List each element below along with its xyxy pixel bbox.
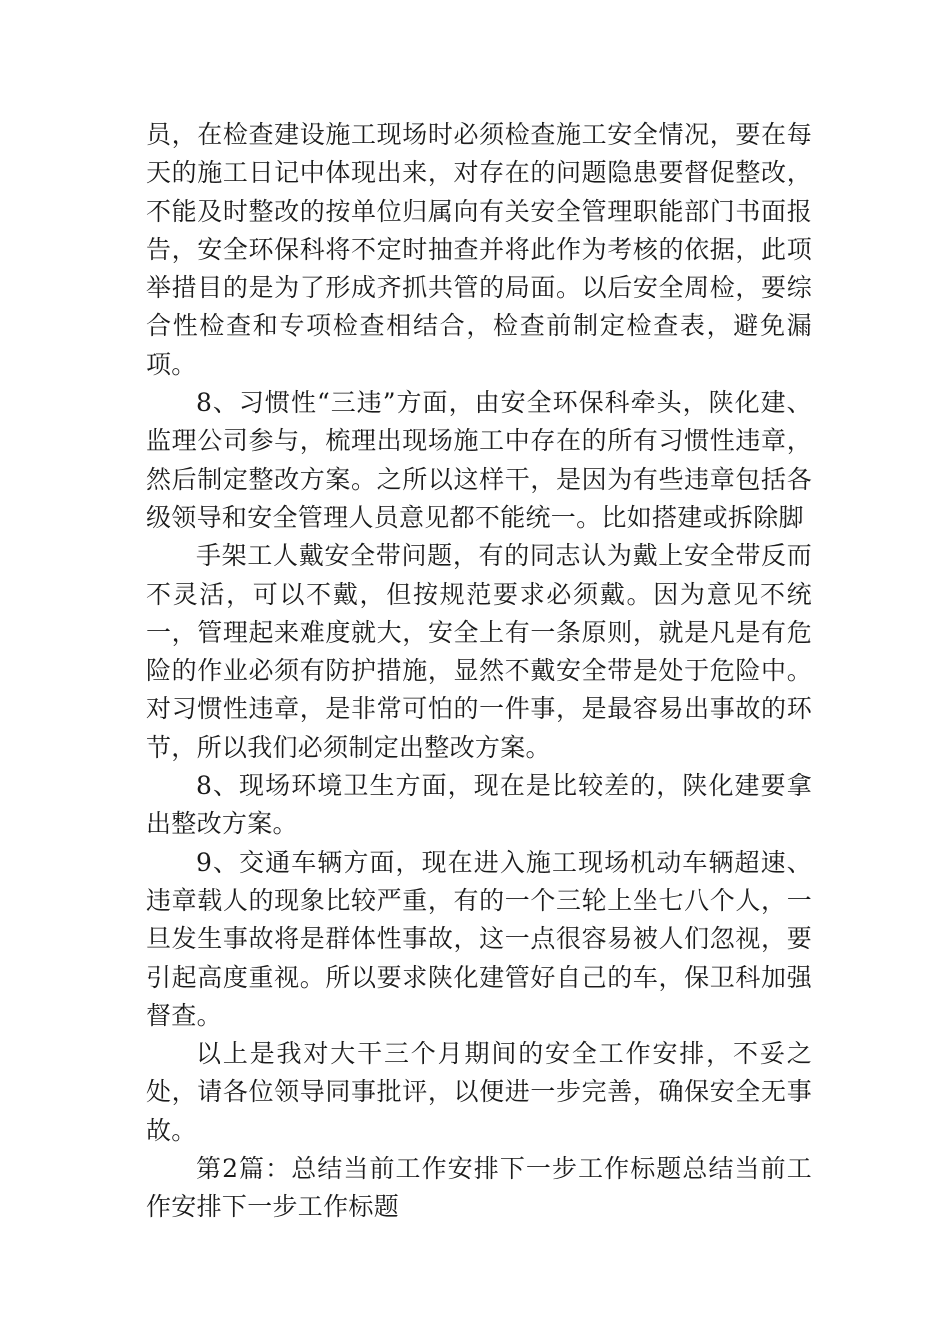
paragraph-item-8-sanitation: 8、现场环境卫生方面，现在是比较差的，陕化建要拿出整改方案。 bbox=[146, 771, 812, 839]
paragraph-safety-belt: 手架工人戴安全带问题，有的同志认为戴上安全带反而不灵活，可以不戴，但按规范要求必须戴。因为意见不统一，管理起来难度就大，安全上有一条原则，就是凡是有危险的作业必须有防护措施，显然不戴安全带是处于危险中。对习惯性违章，是非常可怕的一件事，是最容易出事故的环节，所以我们必须制定出整改方案。 bbox=[146, 541, 812, 762]
paragraph-continuation: 员，在检查建设施工现场时必须检查施工安全情况，要在每天的施工日记中体现出来，对存在的问题隐患要督促整改，不能及时整改的按单位归属向有关安全管理职能部门书面报告，安全环保科将不定时抽查并将此作为考核的依据，此项举措目的是为了形成齐抓共管的局面。以后安全周检，要综合性检查和专项检查相结合，检查前制定检查表，避免漏项。 bbox=[146, 120, 812, 379]
document-page bbox=[146, 116, 812, 1227]
paragraph-closing: 以上是我对大干三个月期间的安全工作安排，不妥之处，请各位领导同事批评，以便进一步完善，确保安全无事故。 bbox=[146, 1039, 812, 1145]
paragraph-item-8-habitual-violations: 8、习惯性“三违”方面，由安全环保科牵头，陕化建、监理公司参与，梳理出现场施工中存在的所有习惯性违章，然后制定整改方案。之所以这样干，是因为有些违章包括各级领导和安全管理人员意见都不能统一。比如搭建或拆除脚 bbox=[146, 388, 812, 532]
paragraph-section-heading: 第2篇：总结当前工作安排下一步工作标题总结当前工作安排下一步工作标题 bbox=[146, 1154, 812, 1222]
paragraph-item-9-traffic: 9、交通车辆方面，现在进入施工现场机动车辆超速、违章载人的现象比较严重，有的一个三轮上坐七八个人，一旦发生事故将是群体性事故，这一点很容易被人们忽视，要引起高度重视。所以要求陕化建管好自己的车，保卫科加强督查。 bbox=[146, 847, 812, 1030]
